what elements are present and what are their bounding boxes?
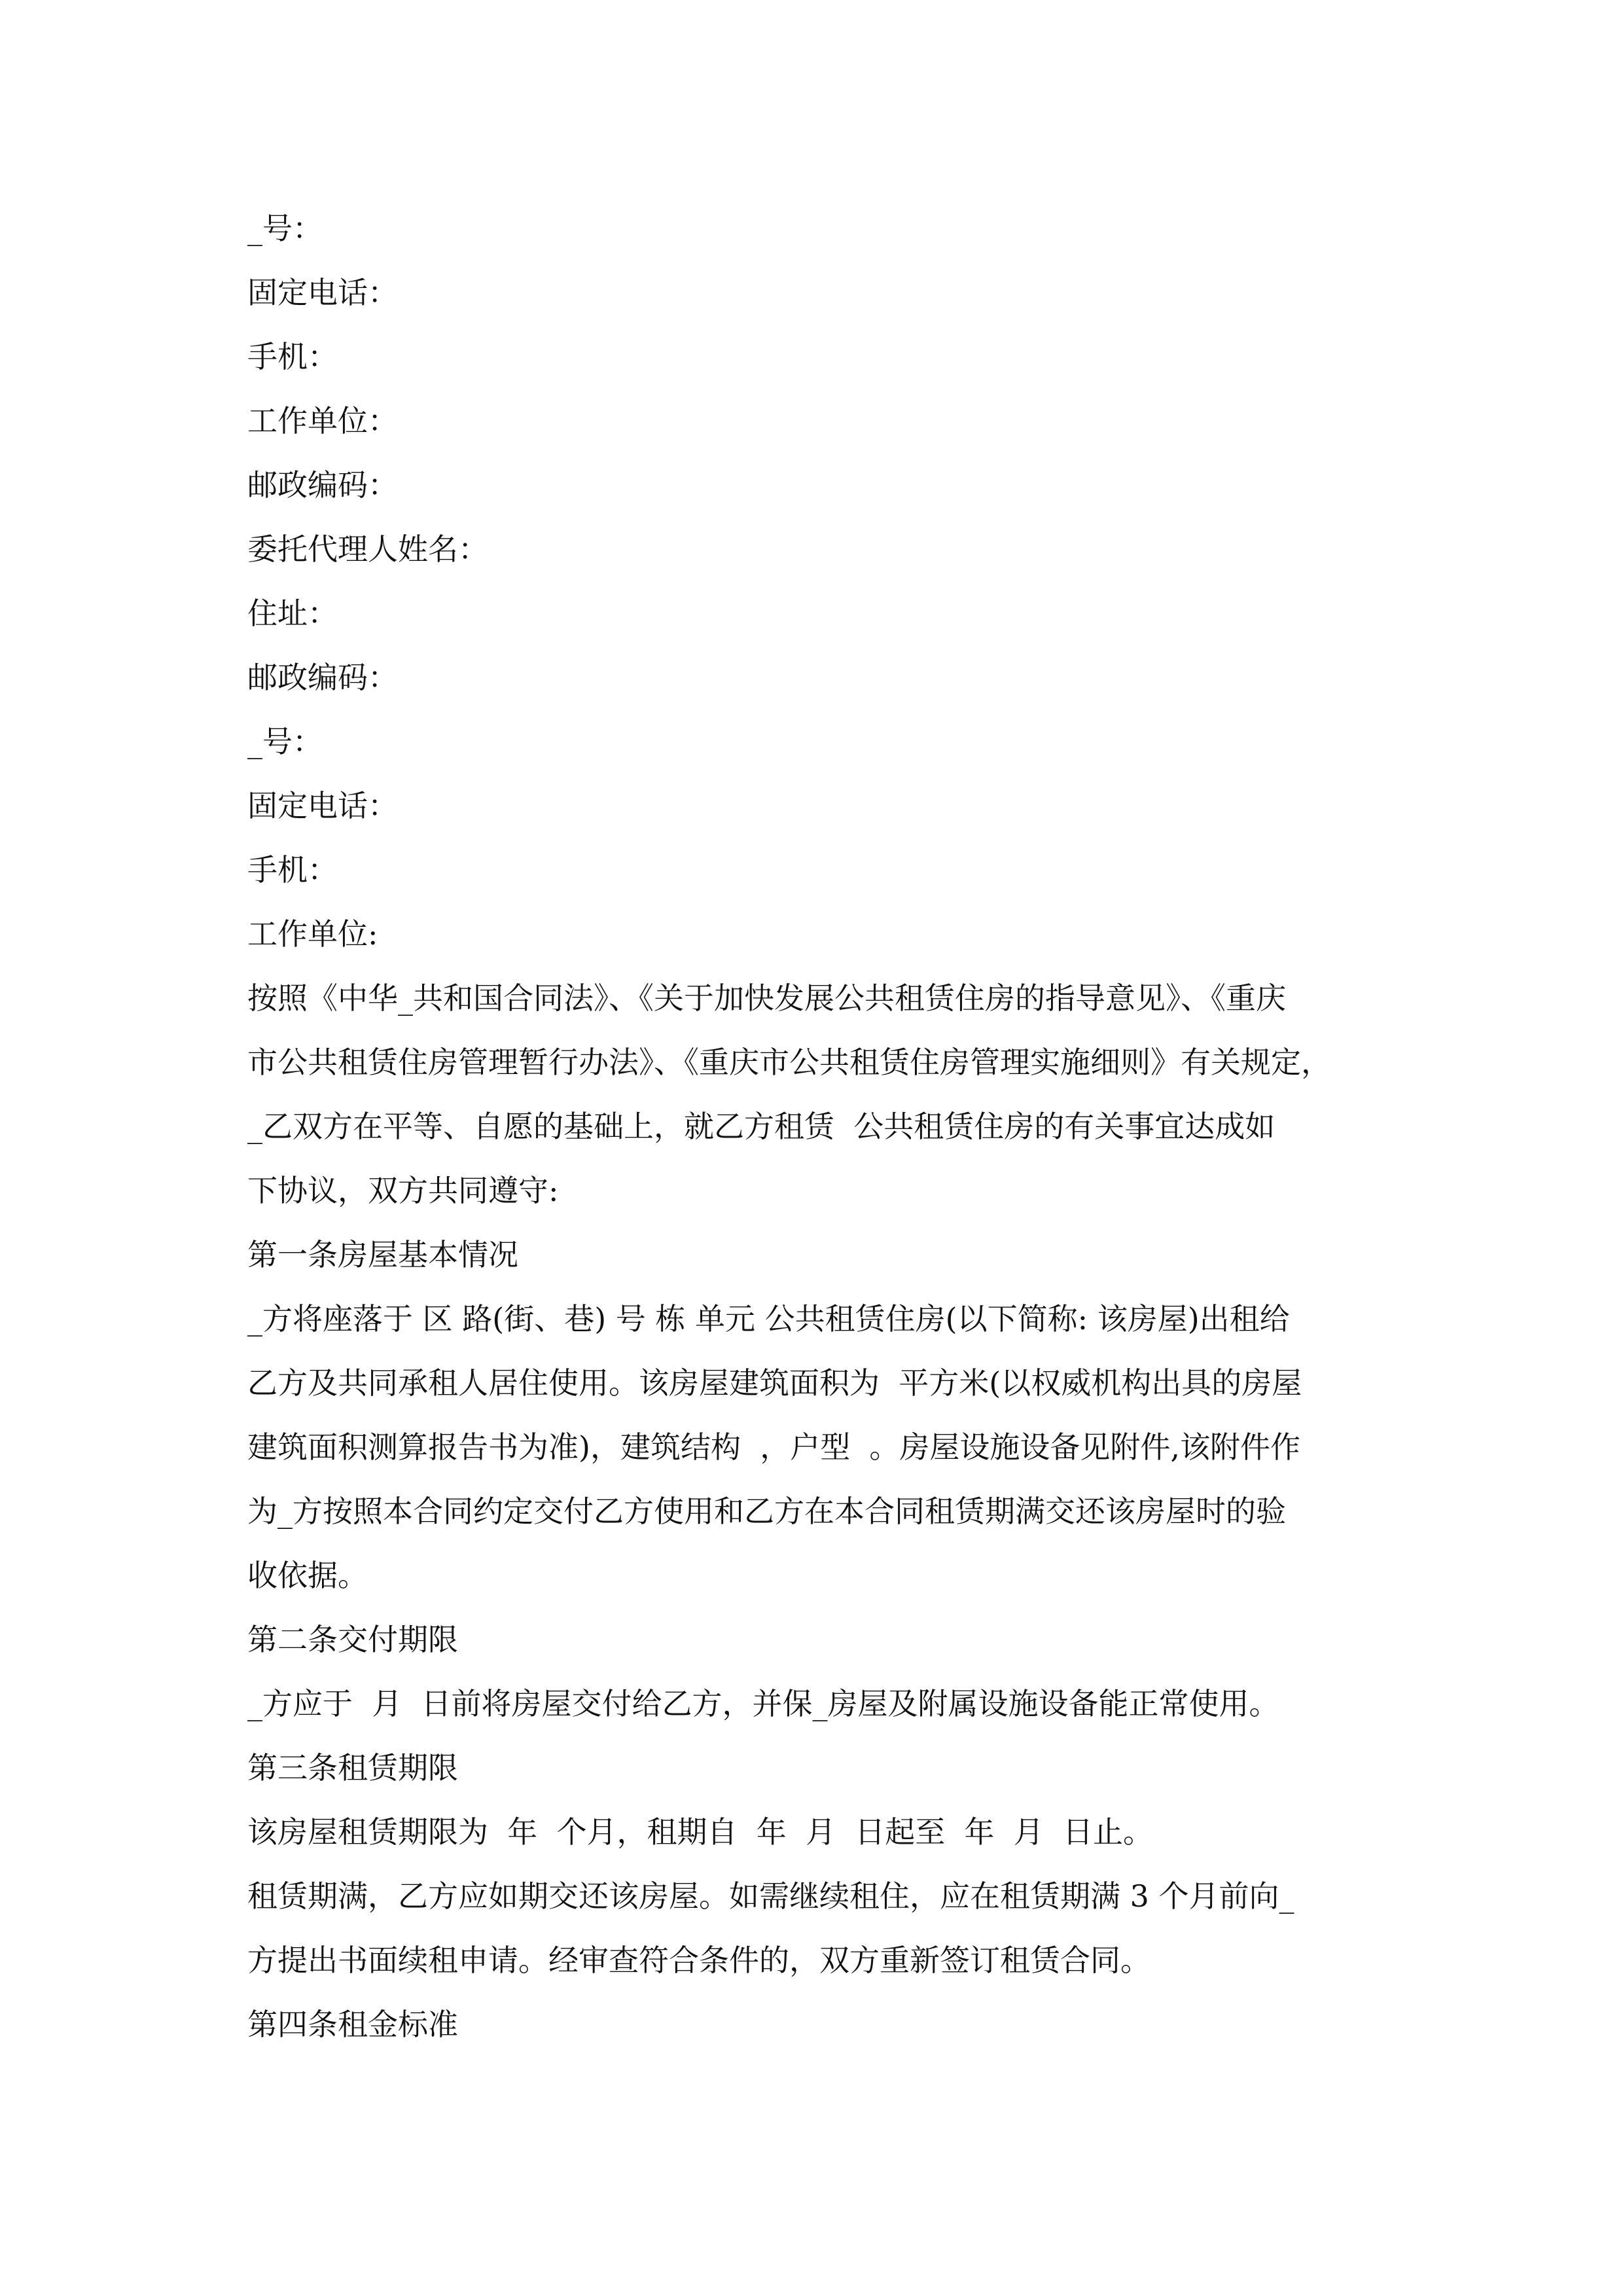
- agent-employer: 工作单位:: [247, 916, 378, 952]
- article-1-line: 收依据。: [247, 1558, 368, 1593]
- article-1-line: _方将座落于 区 路(街、巷) 号 栋 单元 公共租赁住房(以下简称: 该房屋)出租给: [247, 1301, 1290, 1336]
- article-3-line: 该房屋租赁期限为 年 个月，租期自 年 月 日起至 年 月 日止。: [247, 1814, 1153, 1850]
- preamble-line: 市公共租赁住房管理暂行办法》、《重庆市公共租赁住房管理实施细则》有关规定，: [247, 1045, 1331, 1080]
- agent-postal-code: 邮政编码：: [247, 660, 398, 695]
- party-b-id-number: _号：: [247, 211, 323, 246]
- article-3-line: 方提出书面续租申请。经审查符合条件的，双方重新签订租赁合同。: [247, 1943, 1150, 1978]
- party-b-employer: 工作单位：: [247, 403, 398, 439]
- preamble-line: 下协议，双方共同遵守:: [247, 1173, 559, 1208]
- agent-mobile: 手机：: [247, 852, 338, 888]
- preamble-line: 按照《中华_共和国合同法》、《关于加快发展公共租赁住房的指导意见》、《重庆: [247, 980, 1286, 1016]
- agent-landline: 固定电话：: [247, 788, 398, 823]
- agent-id-number: _号：: [247, 724, 323, 759]
- party-b-landline: 固定电话：: [247, 275, 398, 310]
- document-body: [247, 196, 1412, 2056]
- agent-address: 住址：: [247, 596, 338, 631]
- party-b-postal-code: 邮政编码：: [247, 467, 398, 503]
- article-2-heading: 第二条交付期限: [247, 1622, 458, 1657]
- article-1-line: 建筑面积测算报告书为准)，建筑结构 ，户型 。房屋设施设备见附件,该附件作: [247, 1429, 1301, 1465]
- article-3-heading: 第三条租赁期限: [247, 1750, 458, 1785]
- article-2-line: _方应于 月 日前将房屋交付给乙方，并保_房屋及附属设施设备能正常使用。: [247, 1686, 1279, 1721]
- article-4-heading: 第四条租金标准: [247, 2007, 458, 2042]
- article-1-heading: 第一条房屋基本情况: [247, 1237, 518, 1272]
- article-1-line: 乙方及共同承租人居住使用。该房屋建筑面积为 平方米(以权威机构出具的房屋: [247, 1365, 1302, 1401]
- article-1-line: 为_方按照本合同约定交付乙方使用和乙方在本合同租赁期满交还该房屋时的验: [247, 1494, 1286, 1529]
- agent-name: 委托代理人姓名：: [247, 531, 488, 567]
- party-b-mobile: 手机：: [247, 339, 338, 374]
- article-3-line: 租赁期满，乙方应如期交还该房屋。如需继续租住，应在租赁期满 3 个月前向_: [247, 1878, 1294, 1914]
- preamble-line: _乙双方在平等、自愿的基础上，就乙方租赁 公共租赁住房的有关事宜达成如: [247, 1109, 1275, 1144]
